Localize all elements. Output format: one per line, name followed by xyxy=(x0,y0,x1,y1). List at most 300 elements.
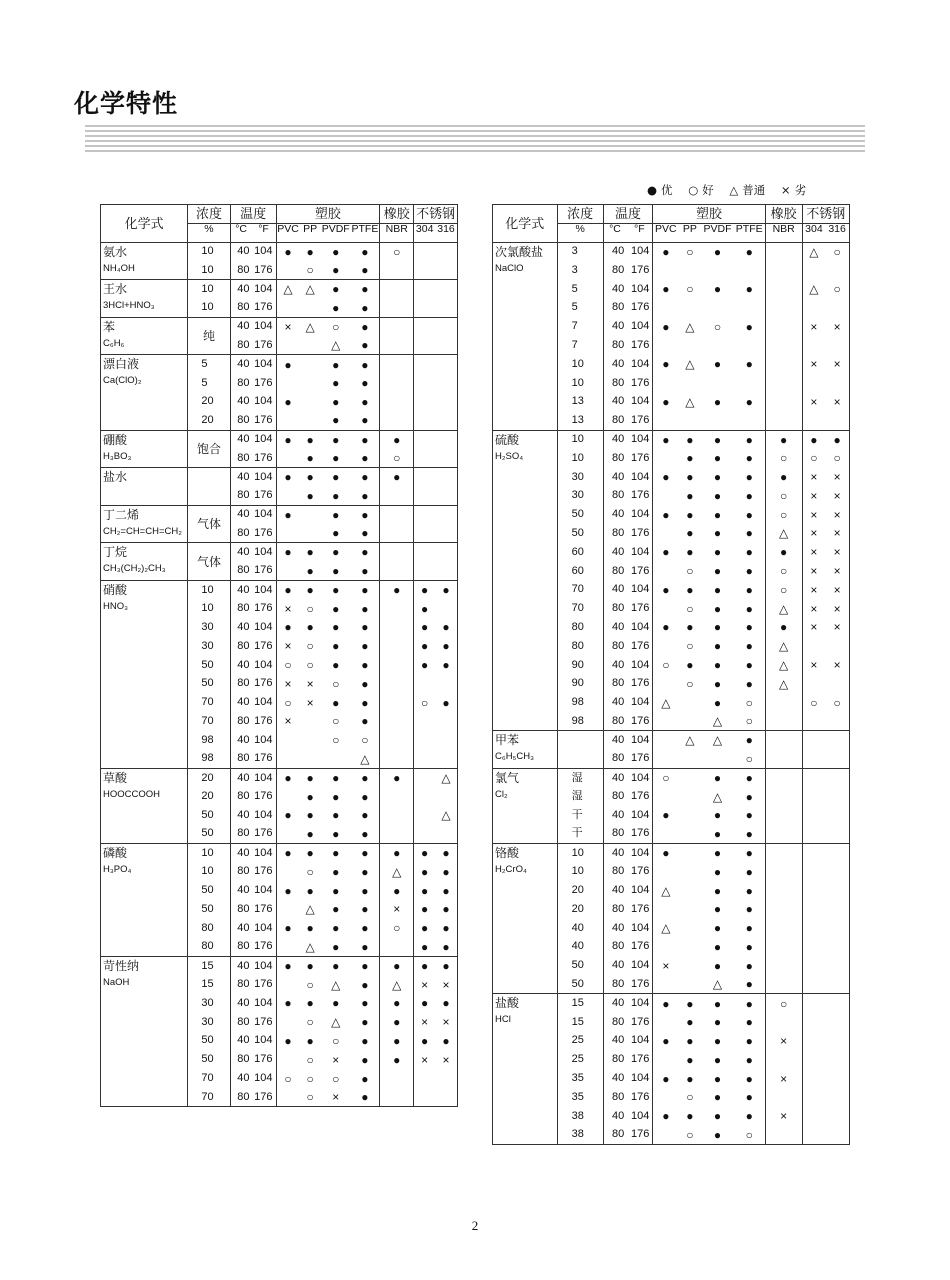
temp-c-cell: 80 xyxy=(612,714,625,727)
chemical-name-cell xyxy=(101,505,188,543)
concentration-cell: 80 xyxy=(569,618,604,637)
concentration-pad xyxy=(188,862,199,881)
ptfe-rating: ● xyxy=(734,1069,766,1088)
nbr-rating xyxy=(380,731,414,750)
chemical-name-cell xyxy=(101,844,188,957)
ss316-rating xyxy=(435,599,457,618)
ss316-rating: ● xyxy=(442,996,450,1011)
temp-c-cell: 40 xyxy=(612,658,625,671)
nbr-rating: △ xyxy=(765,674,802,693)
ss316-rating: × xyxy=(833,470,841,485)
nbr-rating: ● xyxy=(380,768,414,787)
pvc-rating xyxy=(653,1050,678,1069)
chemical-name-cell xyxy=(493,844,558,994)
pvdf-rating: ● xyxy=(321,242,351,261)
ss316-rating xyxy=(435,712,457,731)
nbr-rating: ○ xyxy=(380,919,414,938)
pvdf-rating: ● xyxy=(332,451,340,465)
concentration-cell: 50 xyxy=(198,656,230,675)
pvc-rating xyxy=(276,261,300,280)
ss304-rating xyxy=(802,261,825,280)
ptfe-rating: ● xyxy=(351,1013,380,1032)
pp-rating xyxy=(300,750,321,769)
temp-f-cell: 176 xyxy=(252,336,276,355)
nbr-rating xyxy=(380,562,414,581)
nbr-rating: ● xyxy=(380,844,414,863)
pp-rating: ● xyxy=(300,242,321,261)
temp-c-cell: 40 xyxy=(612,508,625,521)
pvc-rating xyxy=(653,825,678,844)
pp-rating: ○ xyxy=(306,1015,314,1030)
ss304-rating xyxy=(414,806,435,825)
temp-f-cell: 176 xyxy=(626,674,653,693)
ss316-rating xyxy=(825,1069,849,1088)
temp-f-cell: 176 xyxy=(626,1126,653,1145)
ptfe-rating: ● xyxy=(734,468,766,487)
chemical-name: 草酸 xyxy=(103,770,128,785)
nbr-rating: ● xyxy=(765,618,802,637)
temp-c-cell: 40 xyxy=(237,620,250,633)
pp-rating xyxy=(678,750,701,769)
temp-c-cell: 40 xyxy=(230,280,251,299)
concentration-pad xyxy=(557,562,569,581)
pvc-rating: ● xyxy=(653,242,678,261)
concentration-pad xyxy=(188,994,199,1013)
temp-f-cell: 104 xyxy=(626,580,653,599)
concentration-cell: 98 xyxy=(198,731,230,750)
pvdf-rating: △ xyxy=(331,338,341,353)
table-row xyxy=(101,543,458,562)
chemical-name-cell xyxy=(101,580,188,768)
ptfe-rating: ○ xyxy=(351,731,380,750)
ss304-rating xyxy=(414,449,435,468)
concentration-pad xyxy=(188,938,199,957)
ptfe-rating: ● xyxy=(734,280,766,299)
temp-c-cell: 80 xyxy=(612,489,625,502)
ptfe-rating xyxy=(734,261,766,280)
concentration-pad xyxy=(557,468,569,487)
temp-c-cell: 40 xyxy=(230,505,251,524)
ss316-rating xyxy=(435,317,457,336)
concentration-cell: 50 xyxy=(198,1050,230,1069)
concentration-cell: 38 xyxy=(569,1107,604,1126)
ss316-rating xyxy=(435,242,457,261)
concentration-pad xyxy=(188,1088,199,1107)
pvdf-rating: ● xyxy=(321,505,351,524)
temp-f-cell: 176 xyxy=(252,787,276,806)
ss304-rating: × xyxy=(421,1052,429,1067)
pp-rating: △ xyxy=(685,357,695,372)
ss304-rating xyxy=(802,1107,825,1126)
ss304-rating xyxy=(414,298,435,317)
pp-rating: ● xyxy=(306,488,314,503)
temp-f-cell: 104 xyxy=(252,468,276,487)
table-row xyxy=(101,468,458,487)
nbr-rating xyxy=(380,1088,414,1107)
chemical-name-cell xyxy=(493,994,558,1144)
pvdf-rating: ● xyxy=(713,921,722,936)
ss316-rating xyxy=(825,1032,849,1051)
concentration-pad xyxy=(557,1013,569,1032)
concentration-cell: 3 xyxy=(569,261,604,280)
temp-f-cell: 104 xyxy=(626,956,653,975)
header-304: 304 xyxy=(414,223,435,242)
ptfe-rating: ● xyxy=(351,543,380,562)
pvdf-rating: ● xyxy=(321,280,351,299)
ptfe-rating: ● xyxy=(351,505,380,524)
pp-rating: × xyxy=(306,676,314,691)
ptfe-rating: ● xyxy=(351,449,380,468)
concentration-pad xyxy=(557,787,569,806)
pvdf-rating: ● xyxy=(332,488,340,503)
pp-rating xyxy=(300,505,321,524)
pvdf-rating: ○ xyxy=(332,1071,340,1086)
page-title: 化学特性 xyxy=(74,89,179,118)
pvdf-rating: ● xyxy=(713,1033,722,1048)
ss316-rating: ● xyxy=(442,902,450,917)
temp-f-cell: 176 xyxy=(626,336,653,355)
header-temp-c: °C xyxy=(230,223,251,242)
concentration-pad xyxy=(188,712,199,731)
ss304-rating xyxy=(414,524,435,543)
pp-rating: ● xyxy=(686,1033,694,1048)
ss304-rating: × xyxy=(810,507,818,522)
temp-c-cell: 80 xyxy=(237,677,250,690)
temp-f-cell: 176 xyxy=(252,411,276,430)
nbr-rating xyxy=(765,938,802,957)
temp-f-cell: 176 xyxy=(252,862,276,881)
pp-rating: ● xyxy=(686,1015,694,1030)
pvdf-rating: ● xyxy=(321,844,351,863)
legend-fair-label: 普通 xyxy=(742,183,766,197)
ptfe-rating: ○ xyxy=(734,712,766,731)
concentration-cell: 纯 xyxy=(188,317,231,355)
ss304-rating xyxy=(414,336,435,355)
chemical-name: 硫酸 xyxy=(495,432,520,447)
concentration-pad xyxy=(188,674,199,693)
concentration-cell: 15 xyxy=(198,975,230,994)
nbr-rating xyxy=(765,374,802,393)
temp-c-cell: 40 xyxy=(230,768,251,787)
chemical-name: 苯 xyxy=(103,319,116,334)
pp-rating: △ xyxy=(300,280,321,299)
pvdf-rating: ● xyxy=(701,242,733,261)
pvc-rating: △ xyxy=(661,883,671,898)
concentration-cell: 60 xyxy=(569,562,604,581)
ss304-rating xyxy=(802,712,825,731)
temp-f-cell: 104 xyxy=(252,430,276,449)
ptfe-rating: ● xyxy=(734,806,766,825)
concentration-cell: 10 xyxy=(198,844,230,863)
pvdf-rating: ● xyxy=(332,658,340,673)
ss316-rating: ● xyxy=(435,956,457,975)
nbr-rating xyxy=(380,599,414,618)
ptfe-rating: ● xyxy=(734,825,766,844)
pp-rating xyxy=(300,298,321,317)
nbr-rating: ● xyxy=(380,430,414,449)
ss304-rating: ○ xyxy=(810,695,818,710)
pvdf-rating: △ xyxy=(331,1015,341,1030)
temp-f-cell: 104 xyxy=(626,1107,653,1126)
pvc-rating xyxy=(276,298,300,317)
chemical-name: 王水 xyxy=(103,282,128,297)
ptfe-rating: ● xyxy=(734,580,766,599)
pvdf-rating: ○ xyxy=(332,1033,340,1048)
ss304-rating: ● xyxy=(421,639,429,654)
ss304-rating: × xyxy=(421,977,429,992)
nbr-rating xyxy=(380,825,414,844)
ss304-rating: ● xyxy=(421,1033,429,1048)
temp-c-cell: 80 xyxy=(612,827,625,840)
temp-c-cell: 40 xyxy=(612,884,625,897)
pvdf-rating: ● xyxy=(332,263,340,278)
ptfe-rating: ● xyxy=(734,543,766,562)
nbr-rating xyxy=(765,411,802,430)
pvc-rating: ● xyxy=(276,768,300,787)
pvc-rating: ● xyxy=(662,545,670,560)
temp-c-cell: 40 xyxy=(603,768,626,787)
chemical-name-cell xyxy=(101,242,188,280)
concentration-pad xyxy=(188,731,199,750)
ss304-rating xyxy=(802,956,825,975)
pp-rating: ● xyxy=(300,430,321,449)
temp-f-cell: 176 xyxy=(252,712,276,731)
temp-f-cell: 104 xyxy=(626,543,653,562)
temp-c-cell: 80 xyxy=(237,790,250,803)
ss304-rating: × xyxy=(810,526,818,541)
ss304-rating xyxy=(802,881,825,900)
pvdf-rating: × xyxy=(332,1090,340,1105)
pvc-rating xyxy=(276,486,300,505)
pp-rating: ● xyxy=(306,563,314,578)
pp-rating xyxy=(678,411,701,430)
temp-c-cell: 80 xyxy=(612,902,625,915)
chemical-name: 氨水 xyxy=(103,244,128,259)
nbr-rating: ○ xyxy=(765,562,802,581)
ptfe-rating: ● xyxy=(351,468,380,487)
temp-f-cell: 176 xyxy=(626,411,653,430)
ptfe-rating: ● xyxy=(734,486,766,505)
header-formula: 化学式 xyxy=(493,205,558,243)
concentration-pad xyxy=(188,768,199,787)
pp-rating: ○ xyxy=(686,282,694,297)
ptfe-rating: ● xyxy=(351,486,380,505)
ptfe-rating: ○ xyxy=(734,1126,766,1145)
temp-f-cell: 176 xyxy=(626,261,653,280)
ss316-rating xyxy=(435,1069,457,1088)
pp-rating: ● xyxy=(300,543,321,562)
temp-f-cell: 176 xyxy=(626,975,653,994)
ss316-rating: × xyxy=(833,394,841,409)
pp-rating xyxy=(678,975,701,994)
pvdf-rating: ● xyxy=(332,376,340,391)
temp-c-cell: 80 xyxy=(237,1015,250,1028)
ss304-rating xyxy=(414,1088,435,1107)
pvdf-rating: × xyxy=(332,1052,340,1067)
concentration-pad xyxy=(557,374,569,393)
ptfe-rating: ● xyxy=(734,956,766,975)
temp-c-cell: 80 xyxy=(237,376,250,389)
chemical-name: 盐酸 xyxy=(495,996,520,1011)
pvc-rating: ● xyxy=(284,883,292,898)
temp-c-cell: 40 xyxy=(237,996,250,1009)
header-pvdf: PVDF xyxy=(321,223,351,242)
header-stainless: 不锈钢 xyxy=(802,205,849,224)
ptfe-rating: ● xyxy=(351,712,380,731)
pvdf-rating: ● xyxy=(701,430,733,449)
ss304-rating xyxy=(802,825,825,844)
concentration-cell: 10 xyxy=(198,599,230,618)
concentration-cell: 气体 xyxy=(188,505,231,543)
ptfe-rating: ● xyxy=(734,1032,766,1051)
concentration-pad xyxy=(557,731,569,750)
ss304-rating xyxy=(414,242,435,261)
ss316-rating: ● xyxy=(825,430,849,449)
pvc-rating xyxy=(276,825,300,844)
temp-c-cell: 40 xyxy=(612,583,625,596)
ss304-rating xyxy=(802,938,825,957)
pp-rating: ○ xyxy=(686,639,694,654)
concentration-cell: 50 xyxy=(198,825,230,844)
nbr-rating xyxy=(765,712,802,731)
concentration-pad xyxy=(188,806,199,825)
pp-rating xyxy=(678,693,701,712)
ss304-rating: ● xyxy=(414,844,435,863)
nbr-rating xyxy=(765,1050,802,1069)
nbr-rating: ● xyxy=(765,468,802,487)
concentration-pad xyxy=(557,768,569,787)
concentration-cell: 98 xyxy=(569,693,604,712)
concentration-cell xyxy=(198,468,230,487)
pvc-rating xyxy=(276,449,300,468)
temp-f-cell: 176 xyxy=(252,486,276,505)
temp-c-cell: 40 xyxy=(612,357,625,370)
pvdf-rating: ● xyxy=(713,507,722,522)
pvc-rating xyxy=(653,449,678,468)
nbr-rating xyxy=(765,825,802,844)
pvc-rating xyxy=(653,411,678,430)
ss316-rating: × xyxy=(833,488,841,503)
ss304-rating xyxy=(802,731,825,750)
pp-rating: ○ xyxy=(306,658,314,673)
pvc-rating: △ xyxy=(661,921,671,936)
temp-f-cell: 104 xyxy=(626,768,653,787)
pp-rating: ● xyxy=(300,468,321,487)
concentration-pad xyxy=(557,1126,569,1145)
concentration-pad xyxy=(557,825,569,844)
pvc-rating: ● xyxy=(284,394,292,409)
concentration-pad xyxy=(557,919,569,938)
pvc-rating xyxy=(653,261,678,280)
nbr-rating xyxy=(765,261,802,280)
pp-rating: ○ xyxy=(306,263,314,278)
concentration-pad xyxy=(557,298,569,317)
header-pvdf: PVDF xyxy=(701,223,733,242)
temp-f-cell: 104 xyxy=(626,1032,653,1051)
temp-f-cell: 104 xyxy=(252,919,276,938)
pvc-rating xyxy=(653,1126,678,1145)
temp-f-cell: 104 xyxy=(252,1032,276,1051)
temp-c-cell: 80 xyxy=(237,451,250,464)
ptfe-rating: ● xyxy=(351,674,380,693)
nbr-rating xyxy=(380,656,414,675)
pvdf-rating: ● xyxy=(321,956,351,975)
ss316-rating xyxy=(825,787,849,806)
concentration-cell: 10 xyxy=(198,298,230,317)
ss316-rating xyxy=(435,468,457,487)
nbr-rating: △ xyxy=(765,599,802,618)
header-temp-f: °F xyxy=(626,223,653,242)
concentration-cell: 10 xyxy=(198,862,230,881)
temp-c-cell: 80 xyxy=(237,827,250,840)
ss304-rating: ● xyxy=(421,883,429,898)
pvc-rating: ○ xyxy=(662,658,670,673)
ss316-rating xyxy=(435,750,457,769)
pvdf-rating: △ xyxy=(701,731,733,750)
ss304-rating xyxy=(802,768,825,787)
concentration-pad xyxy=(557,355,569,374)
pvdf-rating: ● xyxy=(332,601,340,616)
pvdf-rating: ● xyxy=(332,902,340,917)
table-row xyxy=(101,844,458,863)
ptfe-rating: ● xyxy=(351,938,380,957)
ss304-rating: ○ xyxy=(421,695,429,710)
temp-f-cell: 176 xyxy=(252,374,276,393)
ss316-rating xyxy=(435,261,457,280)
nbr-rating xyxy=(765,731,802,750)
pvc-rating xyxy=(276,411,300,430)
ptfe-rating: ○ xyxy=(734,750,766,769)
pvdf-rating: ● xyxy=(332,921,340,936)
pp-rating: ● xyxy=(686,582,694,597)
ss304-rating xyxy=(802,806,825,825)
nbr-rating xyxy=(380,674,414,693)
table-row xyxy=(493,430,850,449)
concentration-cell: 20 xyxy=(569,900,604,919)
pvc-rating xyxy=(276,336,300,355)
ss316-rating xyxy=(435,355,457,374)
concentration-cell: 35 xyxy=(569,1069,604,1088)
pvdf-rating: ● xyxy=(713,1109,722,1124)
ss316-rating: × xyxy=(833,357,841,372)
ss304-rating xyxy=(414,430,435,449)
pp-rating: △ xyxy=(678,731,701,750)
header-temperature: 温度 xyxy=(603,205,653,224)
temp-c-cell: 80 xyxy=(612,413,625,426)
ss316-rating: ● xyxy=(435,580,457,599)
temp-f-cell: 176 xyxy=(626,486,653,505)
nbr-rating: ● xyxy=(380,881,414,900)
ss316-rating xyxy=(435,374,457,393)
ss316-rating xyxy=(825,938,849,957)
pvdf-rating xyxy=(321,750,351,769)
ss304-rating xyxy=(802,674,825,693)
nbr-rating xyxy=(380,280,414,299)
nbr-rating: ● xyxy=(380,994,414,1013)
ss304-rating: × xyxy=(810,488,818,503)
pvdf-rating xyxy=(701,336,733,355)
table-row xyxy=(493,731,850,750)
temp-c-cell: 40 xyxy=(612,620,625,633)
temp-c-cell: 40 xyxy=(612,1109,625,1122)
concentration-pad xyxy=(188,280,199,299)
chemical-formula: CH₃(CH₂)₂CH₃ xyxy=(103,563,166,575)
pp-rating: ● xyxy=(306,789,314,804)
pvc-rating xyxy=(653,599,678,618)
pp-rating xyxy=(300,712,321,731)
pvdf-rating xyxy=(701,374,733,393)
temp-c-cell: 80 xyxy=(612,865,625,878)
